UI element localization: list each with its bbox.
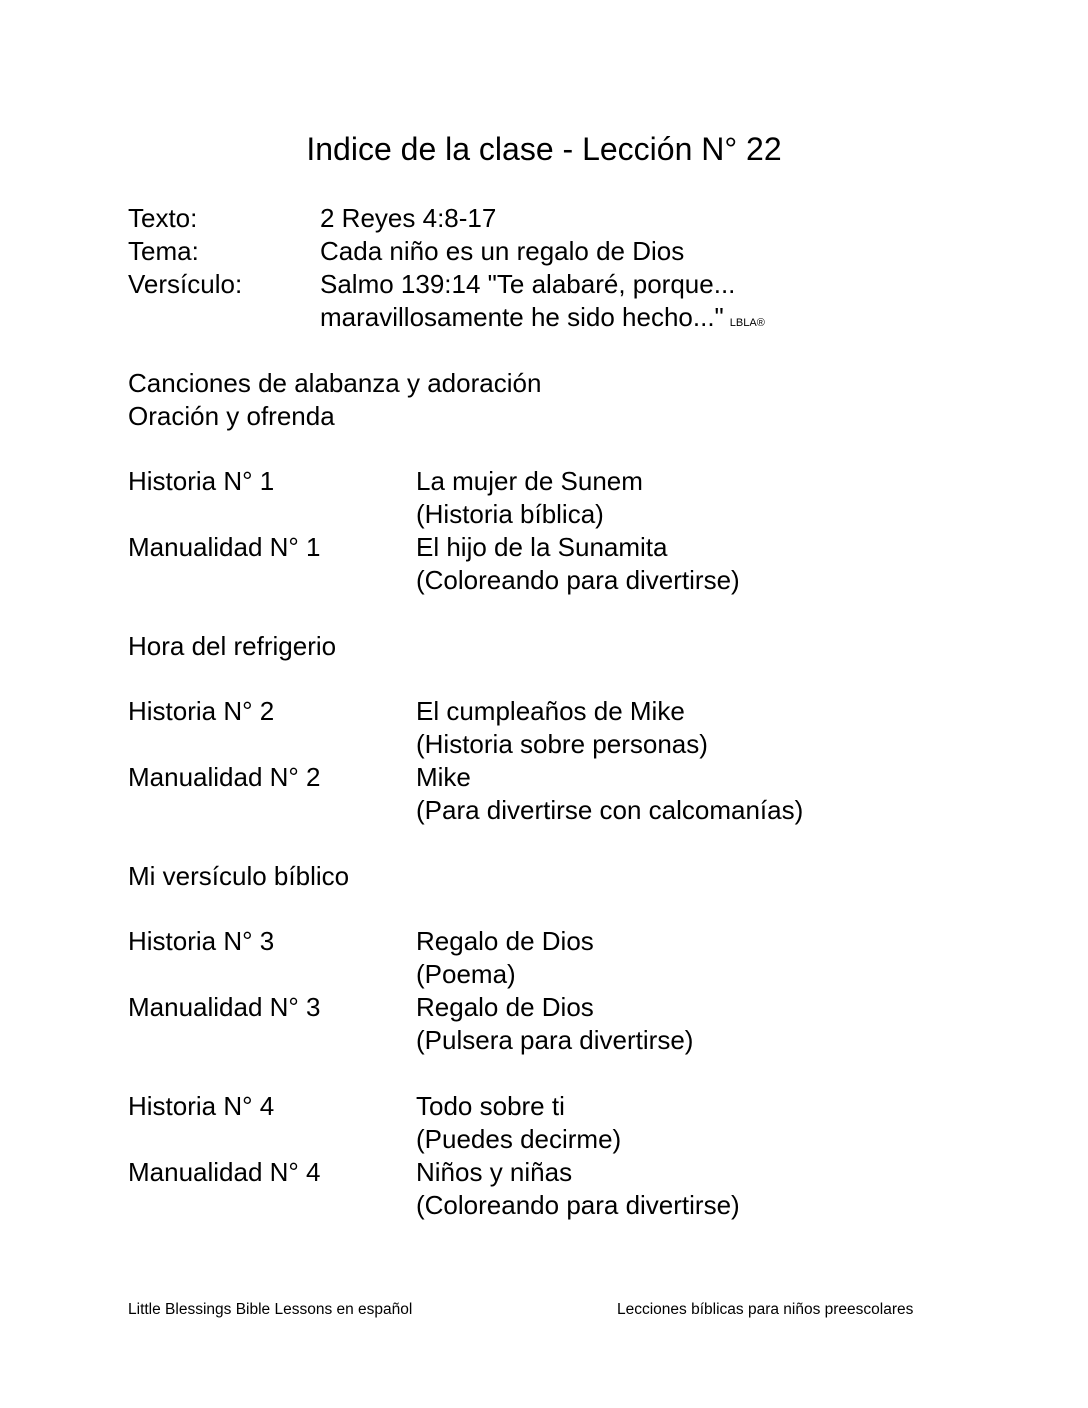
historia-title: El cumpleaños de Mike xyxy=(416,696,685,726)
break-versiculo: Mi versículo bíblico xyxy=(128,861,350,891)
manualidad-subtitle: (Pulsera para divertirse) xyxy=(416,1025,694,1055)
historia-title: Regalo de Dios xyxy=(416,926,594,956)
historia-label: Historia N° 1 xyxy=(128,466,275,496)
tema-value: Cada niño es un regalo de Dios xyxy=(320,236,685,266)
historia-label: Historia N° 4 xyxy=(128,1091,275,1121)
intro-prayer: Oración y ofrenda xyxy=(128,401,335,431)
versiculo-label: Versículo: xyxy=(128,269,243,299)
texto-label: Texto: xyxy=(128,203,198,233)
historia-subtitle: (Historia sobre personas) xyxy=(416,729,708,759)
footer-left: Little Blessings Bible Lessons en español xyxy=(128,1301,413,1318)
tema-label: Tema: xyxy=(128,236,199,266)
page-title: Indice de la clase - Lección N° 22 xyxy=(306,131,782,167)
historia-subtitle: (Historia bíblica) xyxy=(416,499,604,529)
versiculo-line2: maravillosamente he sido hecho..." xyxy=(320,302,724,332)
break-refrigerio: Hora del refrigerio xyxy=(128,631,337,661)
manualidad-title: Niños y niñas xyxy=(416,1157,573,1187)
versiculo-source: LBLA® xyxy=(729,317,765,329)
texto-value: 2 Reyes 4:8-17 xyxy=(320,203,497,233)
manualidad-title: Regalo de Dios xyxy=(416,992,594,1022)
historia-subtitle: (Poema) xyxy=(416,959,516,989)
manualidad-label: Manualidad N° 2 xyxy=(128,762,321,792)
historia-title: Todo sobre ti xyxy=(416,1091,565,1121)
manualidad-label: Manualidad N° 1 xyxy=(128,532,321,562)
manualidad-subtitle: (Coloreando para divertirse) xyxy=(416,565,740,595)
intro-songs: Canciones de alabanza y adoración xyxy=(128,368,542,398)
versiculo-line2-wrap xyxy=(320,301,765,340)
historia-subtitle: (Puedes decirme) xyxy=(416,1124,622,1154)
manualidad-subtitle: (Coloreando para divertirse) xyxy=(416,1190,740,1220)
manualidad-subtitle: (Para divertirse con calcomanías) xyxy=(416,795,804,825)
historia-label: Historia N° 2 xyxy=(128,696,275,726)
manualidad-title: Mike xyxy=(416,762,471,792)
versiculo-line1: Salmo 139:14 "Te alabaré, porque... xyxy=(320,269,736,299)
manualidad-label: Manualidad N° 4 xyxy=(128,1157,321,1187)
historia-title: La mujer de Sunem xyxy=(416,466,643,496)
footer-right: Lecciones bíblicas para niños preescolares xyxy=(617,1301,914,1318)
manualidad-title: El hijo de la Sunamita xyxy=(416,532,668,562)
historia-label: Historia N° 3 xyxy=(128,926,275,956)
manualidad-label: Manualidad N° 3 xyxy=(128,992,321,1022)
